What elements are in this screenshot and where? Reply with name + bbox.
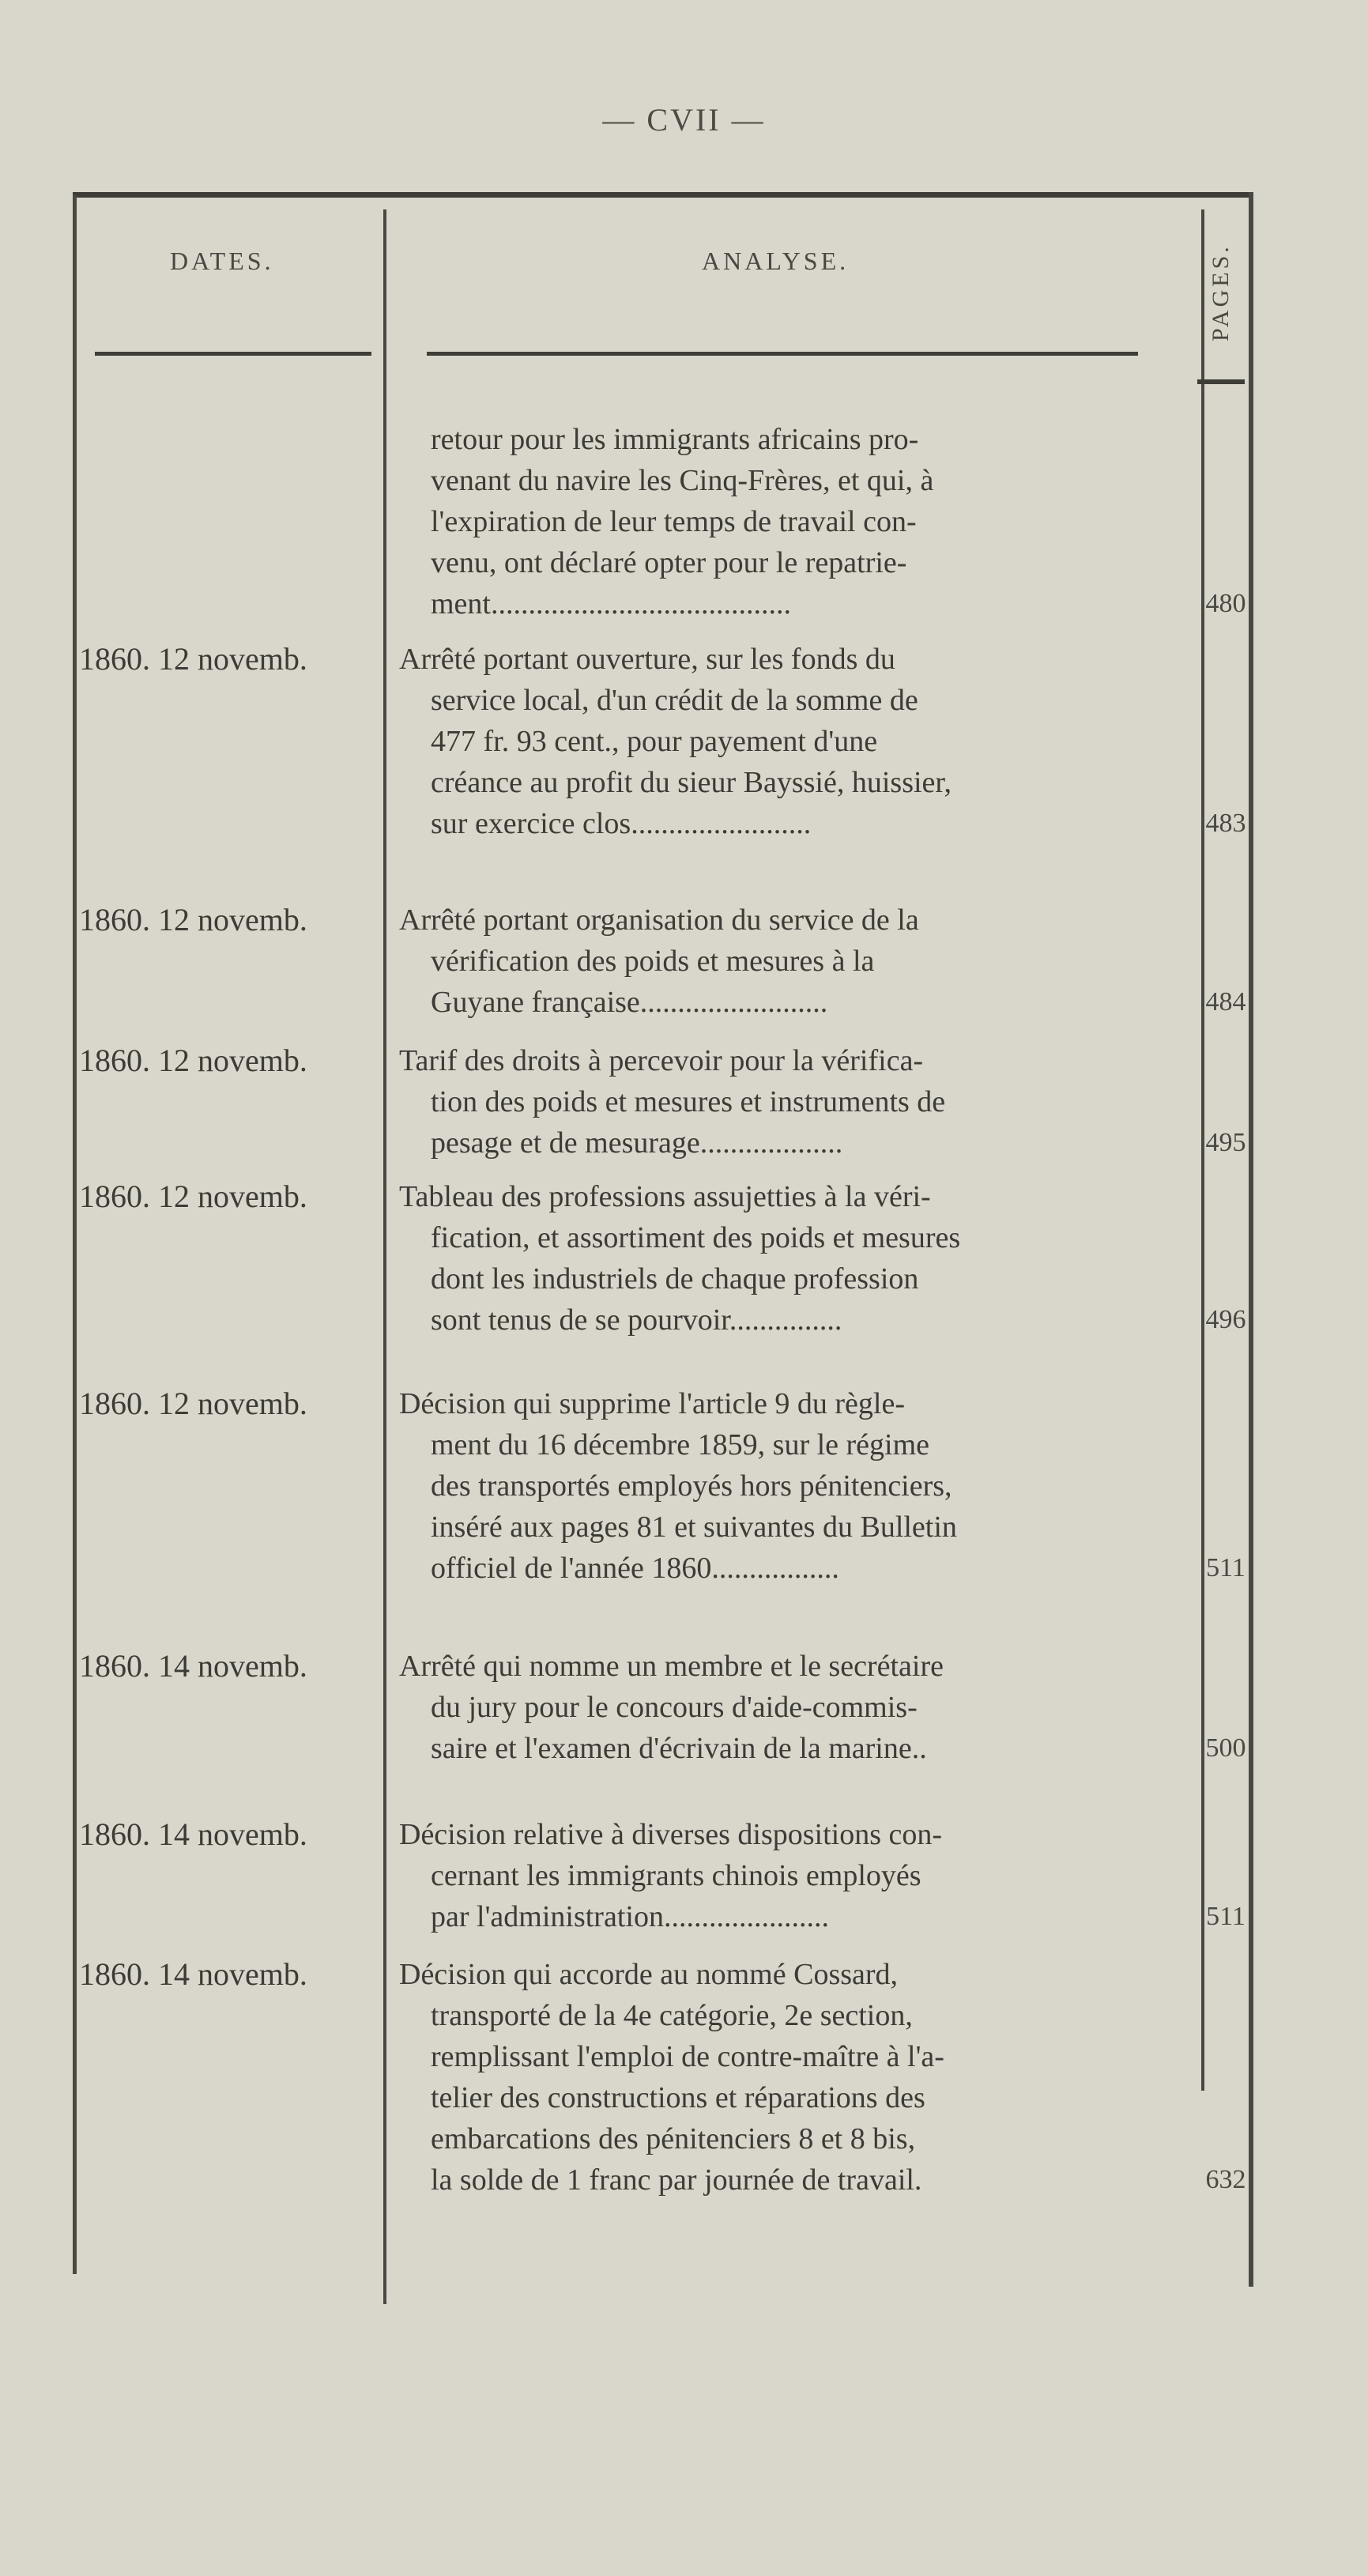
entry-analysis-line: Tarif des droits à percevoir pour la vérifica- <box>399 1044 924 1077</box>
entry-analysis-line: venant du navire les Cinq-Frères, et qui, à <box>431 464 934 497</box>
entry-date: 1860. 14 novemb. <box>79 1816 307 1852</box>
entry-date: 1860. 12 novemb. <box>79 1179 307 1214</box>
table-right-border <box>1249 192 1253 2287</box>
entry-analysis-line: remplissant l'emploi de contre-maître à l'a- <box>431 2040 944 2073</box>
entry-page-number: 484 <box>1205 987 1246 1016</box>
entry-analysis-line: ment du 16 décembre 1859, sur le régime <box>431 1428 930 1461</box>
entry-analysis-line: embarcations des pénitenciers 8 et 8 bis, <box>431 2122 916 2155</box>
entry-analysis <box>399 1646 1189 1769</box>
entry-analysis-line: telier des constructions et réparations des <box>431 2081 925 2114</box>
entry-analysis-line: l'expiration de leur temps de travail con- <box>431 505 917 538</box>
entry-analysis-line: Tableau des professions assujetties à la véri- <box>399 1180 931 1213</box>
header-rule-analyse <box>427 352 1138 356</box>
entry-page-number: 480 <box>1205 589 1246 618</box>
entry-analysis-line: dont les industriels de chaque profession <box>431 1262 919 1296</box>
entry-analysis-line: Arrêté portant organisation du service de la <box>399 903 919 937</box>
entry-page-number: 483 <box>1205 809 1246 838</box>
entry-analysis-line: inséré aux pages 81 et suivantes du Bulletin <box>431 1511 957 1544</box>
entry-analysis-line: Décision qui accorde au nommé Cossard, <box>399 1958 899 1991</box>
entry-analysis <box>399 1814 1189 1937</box>
entry-analysis-line: Décision qui supprime l'article 9 du règle- <box>399 1387 905 1420</box>
header-rule-dates <box>95 352 371 356</box>
entry-analysis-line: Guyane française......................... <box>431 986 828 1019</box>
entry-page-number: 496 <box>1205 1305 1246 1334</box>
entry-analysis-line: ment........................................ <box>431 587 791 620</box>
entry-analysis-line: sont tenus de se pourvoir............... <box>431 1303 842 1337</box>
entry-date: 1860. 14 novemb. <box>79 1956 307 1992</box>
header-rule-pages <box>1197 379 1245 384</box>
entry-analysis-line: Décision relative à diverses dispositions con- <box>399 1818 943 1851</box>
header-pages: PAGES. <box>1208 243 1234 341</box>
entry-page-number: 511 <box>1206 1553 1246 1582</box>
entry-analysis-line: vérification des poids et mesures à la <box>431 945 875 978</box>
entry-analysis <box>399 639 1189 844</box>
entry-page-number: 500 <box>1205 1733 1246 1763</box>
entry-analysis <box>399 900 1189 1023</box>
entry-analysis-line: du jury pour le concours d'aide-commis- <box>431 1691 918 1724</box>
entry-analysis <box>399 419 1189 624</box>
entry-date: 1860. 12 novemb. <box>79 641 307 677</box>
entry-analysis-line: des transportés employés hors pénitenciers, <box>431 1469 952 1503</box>
entry-analysis-line: la solde de 1 franc par journée de travail. <box>431 2163 922 2197</box>
table-left-border <box>73 195 77 2274</box>
entry-analysis-line: tion des poids et mesures et instruments de <box>431 1085 946 1118</box>
entry-analysis <box>399 1954 1189 2201</box>
entry-analysis-line: créance au profit du sieur Bayssié, huissier, <box>431 766 952 799</box>
entry-date: 1860. 12 novemb. <box>79 902 307 937</box>
entry-analysis-line: sur exercice clos........................ <box>431 807 812 840</box>
entry-analysis-line: officiel de l'année 1860................. <box>431 1552 839 1585</box>
entry-analysis-line: cernant les immigrants chinois employés <box>431 1859 921 1892</box>
entry-analysis-line: transporté de la 4e catégorie, 2e section, <box>431 1999 913 2032</box>
entry-analysis-line: retour pour les immigrants africains pro- <box>431 423 919 456</box>
entry-analysis-line: venu, ont déclaré opter pour le repatrie- <box>431 546 907 579</box>
entry-page-number: 511 <box>1206 1902 1246 1931</box>
entry-analysis-line: 477 fr. 93 cent., pour payement d'une <box>431 725 878 758</box>
entry-date: 1860. 12 novemb. <box>79 1386 307 1421</box>
entry-analysis-line: fication, et assortiment des poids et mesures <box>431 1221 961 1254</box>
entry-page-number: 495 <box>1205 1128 1246 1157</box>
entry-analysis <box>399 1383 1189 1589</box>
entry-analysis <box>399 1040 1189 1164</box>
entry-analysis-line: pesage et de mesurage................... <box>431 1126 843 1160</box>
entry-analysis-line: par l'administration...................... <box>431 1900 829 1933</box>
entry-analysis-line: saire et l'examen d'écrivain de la marine.. <box>431 1732 927 1765</box>
page-number: — CVII — <box>602 102 766 138</box>
entry-analysis-line: Arrêté portant ouverture, sur les fonds du <box>399 643 895 676</box>
header-dates: DATES. <box>170 247 274 275</box>
entry-analysis-line: service local, d'un crédit de la somme de <box>431 684 918 717</box>
entry-analysis-line: Arrêté qui nomme un membre et le secrétaire <box>399 1650 944 1683</box>
entry-page-number: 632 <box>1205 2165 1246 2194</box>
entry-date: 1860. 12 novemb. <box>79 1043 307 1078</box>
header-analyse: ANALYSE. <box>702 247 850 275</box>
entry-date: 1860. 14 novemb. <box>79 1648 307 1684</box>
column-divider-dates <box>383 209 386 2304</box>
entry-analysis <box>399 1176 1189 1341</box>
